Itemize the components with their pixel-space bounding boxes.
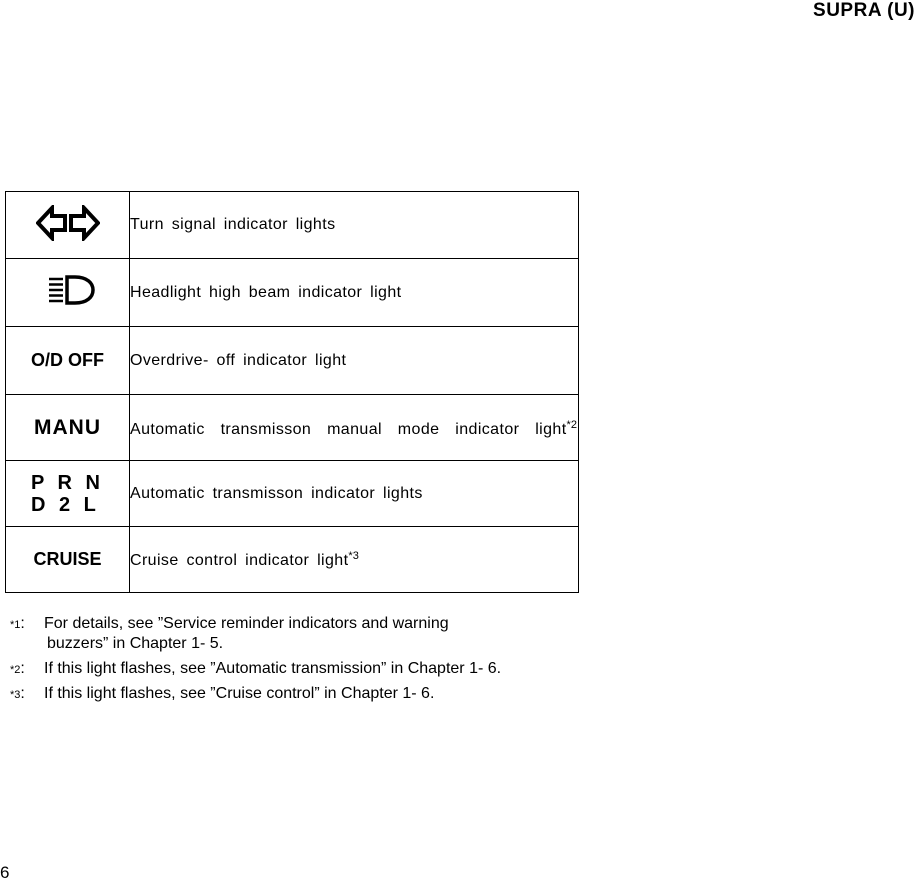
icon-cell — [6, 259, 130, 327]
indicator-description — [130, 259, 579, 327]
page-header-title: SUPRA (U) — [813, 0, 915, 21]
footnote-ref: *3 — [348, 549, 359, 562]
indicator-description — [130, 527, 579, 593]
icon-cell — [6, 395, 130, 461]
footnote-mark: *3 — [10, 689, 21, 701]
manual-mode-icon: MANU — [34, 415, 101, 439]
footnote-mark: *2 — [10, 664, 21, 676]
footnote: *1: For details, see ”Service reminder indicators and warning buzzers” in Chapter 1- 5. — [10, 615, 449, 652]
table-row — [6, 461, 579, 527]
description-text: Cruise control indicator light — [130, 551, 349, 569]
indicator-description — [130, 192, 579, 259]
overdrive-off-icon: O/D OFF — [31, 350, 104, 370]
table-row — [6, 395, 579, 461]
description-text: Automatic transmisson manual mode indicator light — [130, 421, 567, 438]
footnote-mark: *1 — [10, 619, 21, 631]
description-text: Headlight high beam indicator light — [130, 283, 402, 301]
table-row — [6, 327, 579, 395]
page-number: 6 — [0, 863, 10, 882]
footnote-text: If this light flashes, see ”Cruise control” in Chapter 1- 6. — [44, 685, 435, 702]
cruise-control-icon: CRUISE — [33, 549, 102, 569]
indicator-description — [130, 461, 579, 527]
icon-cell — [6, 327, 130, 395]
indicator-description — [130, 327, 579, 395]
gear-position-line: D 2 L — [31, 493, 100, 516]
footnote-text: For details, see ”Service reminder indicators and warning — [44, 615, 449, 632]
footnote-text: buzzers” in Chapter 1- 5. — [47, 635, 224, 652]
footnote-ref: *2 — [566, 419, 577, 431]
footnote: *2: If this light flashes, see ”Automatic transmission” in Chapter 1- 6. — [10, 660, 502, 677]
icon-cell — [6, 461, 130, 527]
gear-position-line: P R N — [31, 471, 104, 494]
icon-cell — [6, 527, 130, 593]
table-row — [6, 527, 579, 593]
description-text: Overdrive- off indicator light — [130, 351, 347, 369]
gear-position-icon — [31, 472, 104, 516]
description-text: Turn signal indicator lights — [130, 216, 336, 233]
footnotes — [10, 614, 600, 709]
footnote: *3: If this light flashes, see ”Cruise control” in Chapter 1- 6. — [10, 685, 435, 702]
headlight-high-beam-icon — [41, 274, 95, 311]
footnote-text: If this light flashes, see ”Automatic transmission” in Chapter 1- 6. — [44, 660, 502, 677]
indicator-description — [130, 395, 579, 461]
description-text: Automatic transmisson indicator lights — [130, 484, 423, 502]
icon-cell — [6, 192, 130, 259]
table-row — [6, 192, 579, 259]
indicator-table — [5, 191, 579, 593]
table-row — [6, 259, 579, 327]
turn-signal-icon — [36, 205, 100, 246]
